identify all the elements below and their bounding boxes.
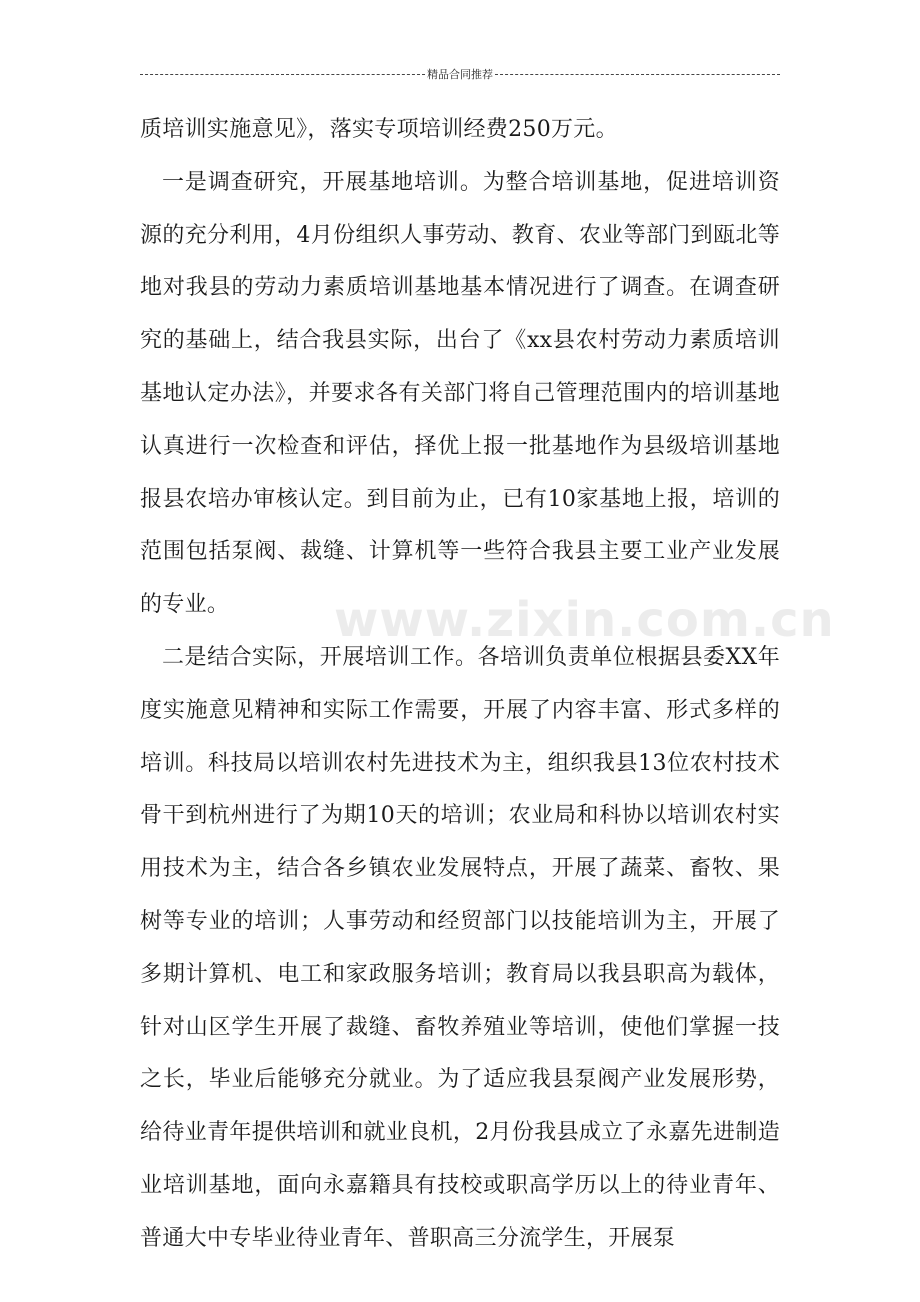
paragraph-base-training: 一是调查研究，开展基地培训。为整合培训基地，促进培训资源的充分利用，4月份组织人事劳动、教育、农业等部门到瓯北等地对我县的劳动力素质培训基地基本情况进行了调查。在调查研究的基础上，结合我县实际，出台了《xx县农村劳动力素质培训基地认定办法》，并要求各有关部门将自己管理范围内的培训基地认真进行一次检查和评估，择优上报一批基地作为县级培训基地报县农培办审核认定。到目前为止，已有10家基地上报，培训的范围包括泵阀、裁缝、计算机等一些符合我县主要工业产业发展的专业。 <box>140 169 780 618</box>
paragraph-training-work: 二是结合实际，开展培训工作。各培训负责单位根据县委XX年度实施意见精神和实际工作需要，开展了内容丰富、形式多样的培训。科技局以培训农村先进技术为主，组织我县13位农村技术骨干到杭州进行了为期10天的培训；农业局和科协以培训农村实用技术为主，结合各乡镇农业发展特点，开展了蔬菜、畜牧、果树等专业的培训；人事劳动和经贸部门以技能培训为主，开展了多期计算机、电工和家政服务培训；教育局以我县职高为载体，针对山区学生开展了裁缝、畜牧养殖业等培训，使他们掌握一技之长，毕业后能够充分就业。为了适应我县泵阀产业发展形势，给待业青年提供培训和就业良机，2月份我县成立了永嘉先进制造业培训基地，面向永嘉籍具有技校或职高学历以上的待业青年、普通大中专毕业待业青年、普职高三分流学生，开展泵 <box>140 644 780 1251</box>
header-dash-right <box>495 74 780 75</box>
page-header <box>140 66 780 82</box>
header-label: 精品合同推荐 <box>427 68 493 81</box>
header-dash-left <box>140 74 425 75</box>
watermark-logo: www.zixin.com.cn <box>334 592 835 648</box>
document-body <box>140 104 780 1266</box>
paragraph-continuation: 质培训实施意见》，落实专项培训经费250万元。 <box>140 117 618 142</box>
